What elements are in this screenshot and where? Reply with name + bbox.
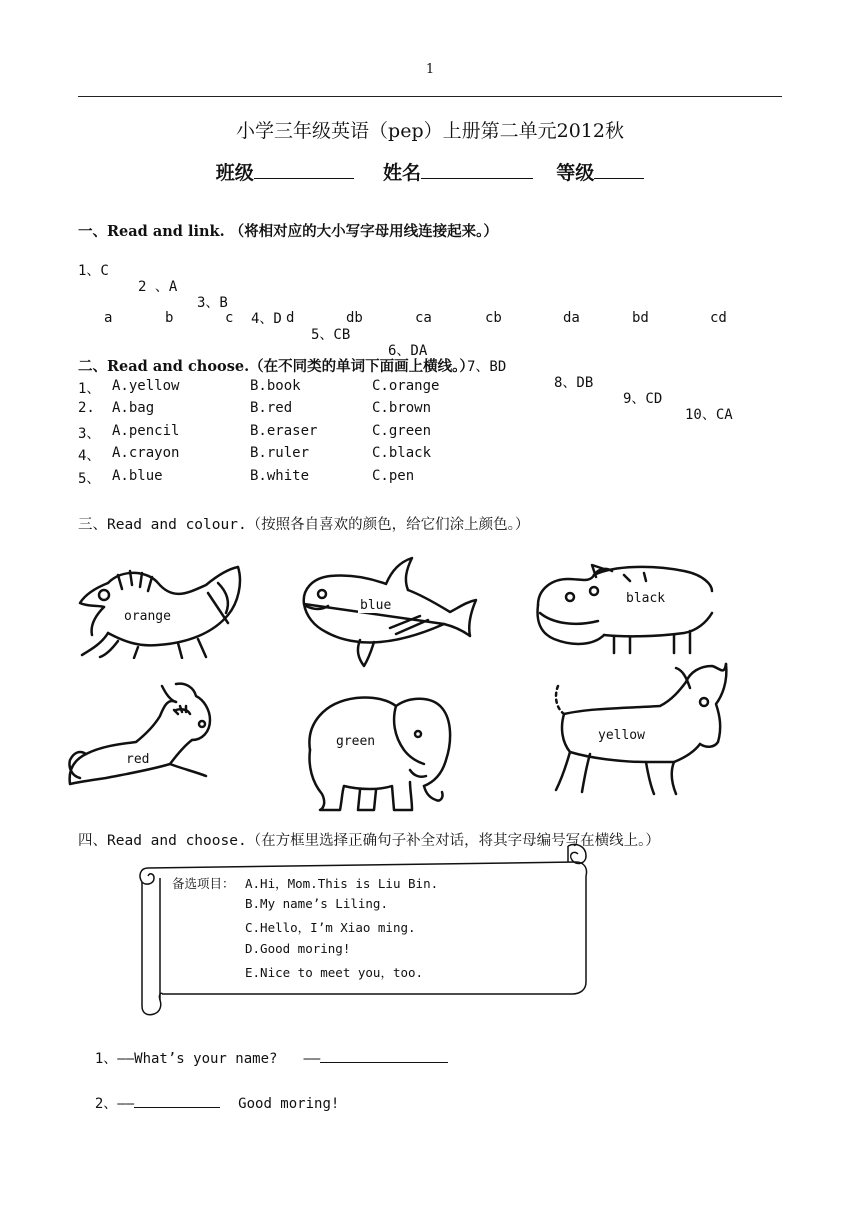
goat-picture: [550, 662, 730, 796]
grade-blank: [594, 160, 644, 179]
choice-a: A.blue: [112, 468, 163, 484]
choice-num: 2.: [78, 400, 95, 416]
lower-item: d: [286, 310, 295, 326]
choice-num: 5、: [78, 471, 101, 487]
lower-item: a: [104, 310, 113, 326]
question-text: 2、——: [94, 1096, 135, 1112]
animal-label: yellow: [598, 728, 645, 743]
answer-blank[interactable]: [134, 1093, 220, 1108]
choice-c: C.orange: [372, 378, 440, 394]
choice-a: A.crayon: [112, 445, 180, 461]
choice-c: C.black: [372, 445, 432, 461]
animal-label: green: [336, 734, 376, 749]
section4-heading: 四、Read and choose.（在方框里选择正确句子补全对话，将其字母编号写在横线上。）: [78, 833, 660, 849]
animal-label: blue: [360, 598, 392, 613]
choice-num: 1、: [78, 381, 101, 397]
question-1: [78, 1032, 448, 1068]
upper-item: 5、CB: [311, 327, 351, 343]
animal-label: black: [626, 591, 666, 606]
section3-heading: 三、Read and colour.（按照各自喜欢的颜色，给它们涂上颜色。）: [78, 517, 530, 533]
class-label: 班级: [215, 162, 254, 184]
dolphin-picture: [300, 556, 478, 668]
upper-item: 1、C: [78, 263, 109, 279]
animal-label: orange: [124, 609, 171, 624]
question-reply: Good moring!: [238, 1096, 340, 1112]
option-item: D.Good moring!: [245, 941, 351, 956]
choice-c: C.brown: [372, 400, 432, 416]
grade-label: 等级: [556, 162, 595, 184]
lower-item: ca: [415, 310, 432, 326]
lower-item: b: [165, 310, 174, 326]
lower-item: cd: [710, 310, 727, 326]
section2-heading: 二、Read and choose.（在不同类的单词下面画上横线。）: [78, 358, 474, 375]
page-number: 1: [425, 62, 435, 77]
choice-b: B.red: [250, 400, 293, 416]
student-info-line: [0, 158, 860, 185]
class-blank: [254, 160, 354, 179]
options-label: 备选项目：: [172, 876, 235, 891]
name-label: 姓名: [382, 162, 421, 184]
lower-item: bd: [632, 310, 649, 326]
elephant-picture: [300, 690, 458, 812]
choice-b: B.book: [250, 378, 301, 394]
option-item: A.Hi，Mom.This is Liu Bin.: [245, 876, 439, 891]
option-item: C.Hello，I’m Xiao ming.: [245, 920, 416, 935]
animal-label: red: [126, 752, 150, 767]
lower-item: db: [346, 310, 363, 326]
hippo-icon: [534, 561, 714, 657]
choice-num: 4、: [78, 448, 101, 464]
page-title: 小学三年级英语（pep）上册第二单元2012秋: [236, 120, 624, 142]
option-item: E.Nice to meet you，too.: [245, 965, 424, 980]
bird-picture: [78, 563, 246, 659]
answer-blank[interactable]: [320, 1048, 448, 1063]
upper-item: 6、DA: [388, 343, 428, 359]
upper-item: 10、CA: [685, 407, 733, 423]
header-rule: [78, 96, 782, 97]
question-2: [78, 1077, 339, 1113]
lower-item: c: [225, 310, 234, 326]
choice-b: B.eraser: [250, 423, 318, 439]
upper-item: 7、BD: [467, 359, 507, 375]
choice-num: 3、: [78, 426, 101, 442]
question-dash: ——: [303, 1051, 321, 1067]
upper-item: 3、B: [197, 295, 228, 311]
hippo-picture: [534, 561, 714, 657]
section1-heading: 一、Read and link. （将相对应的大小写字母用线连接起来。）: [78, 223, 498, 240]
upper-item: 2 、A: [138, 279, 178, 295]
upper-item: 8、DB: [554, 375, 594, 391]
question-text: 1、——What’s your name?: [94, 1051, 278, 1067]
upper-item: 4、D: [251, 311, 282, 327]
choice-a: A.yellow: [112, 378, 180, 394]
upper-item: 9、CD: [623, 391, 663, 407]
elephant-icon: [300, 690, 458, 812]
choice-b: B.white: [250, 468, 310, 484]
option-item: B.My name’s Liling.: [245, 896, 388, 911]
choice-b: B.ruler: [250, 445, 310, 461]
horse-picture: [66, 680, 216, 792]
choice-c: C.pen: [372, 468, 415, 484]
choice-a: A.pencil: [112, 423, 180, 439]
name-blank: [421, 160, 533, 179]
lower-item: da: [563, 310, 580, 326]
choice-a: A.bag: [112, 400, 155, 416]
horse-icon: [66, 680, 216, 792]
choice-c: C.green: [372, 423, 432, 439]
lower-item: cb: [485, 310, 502, 326]
